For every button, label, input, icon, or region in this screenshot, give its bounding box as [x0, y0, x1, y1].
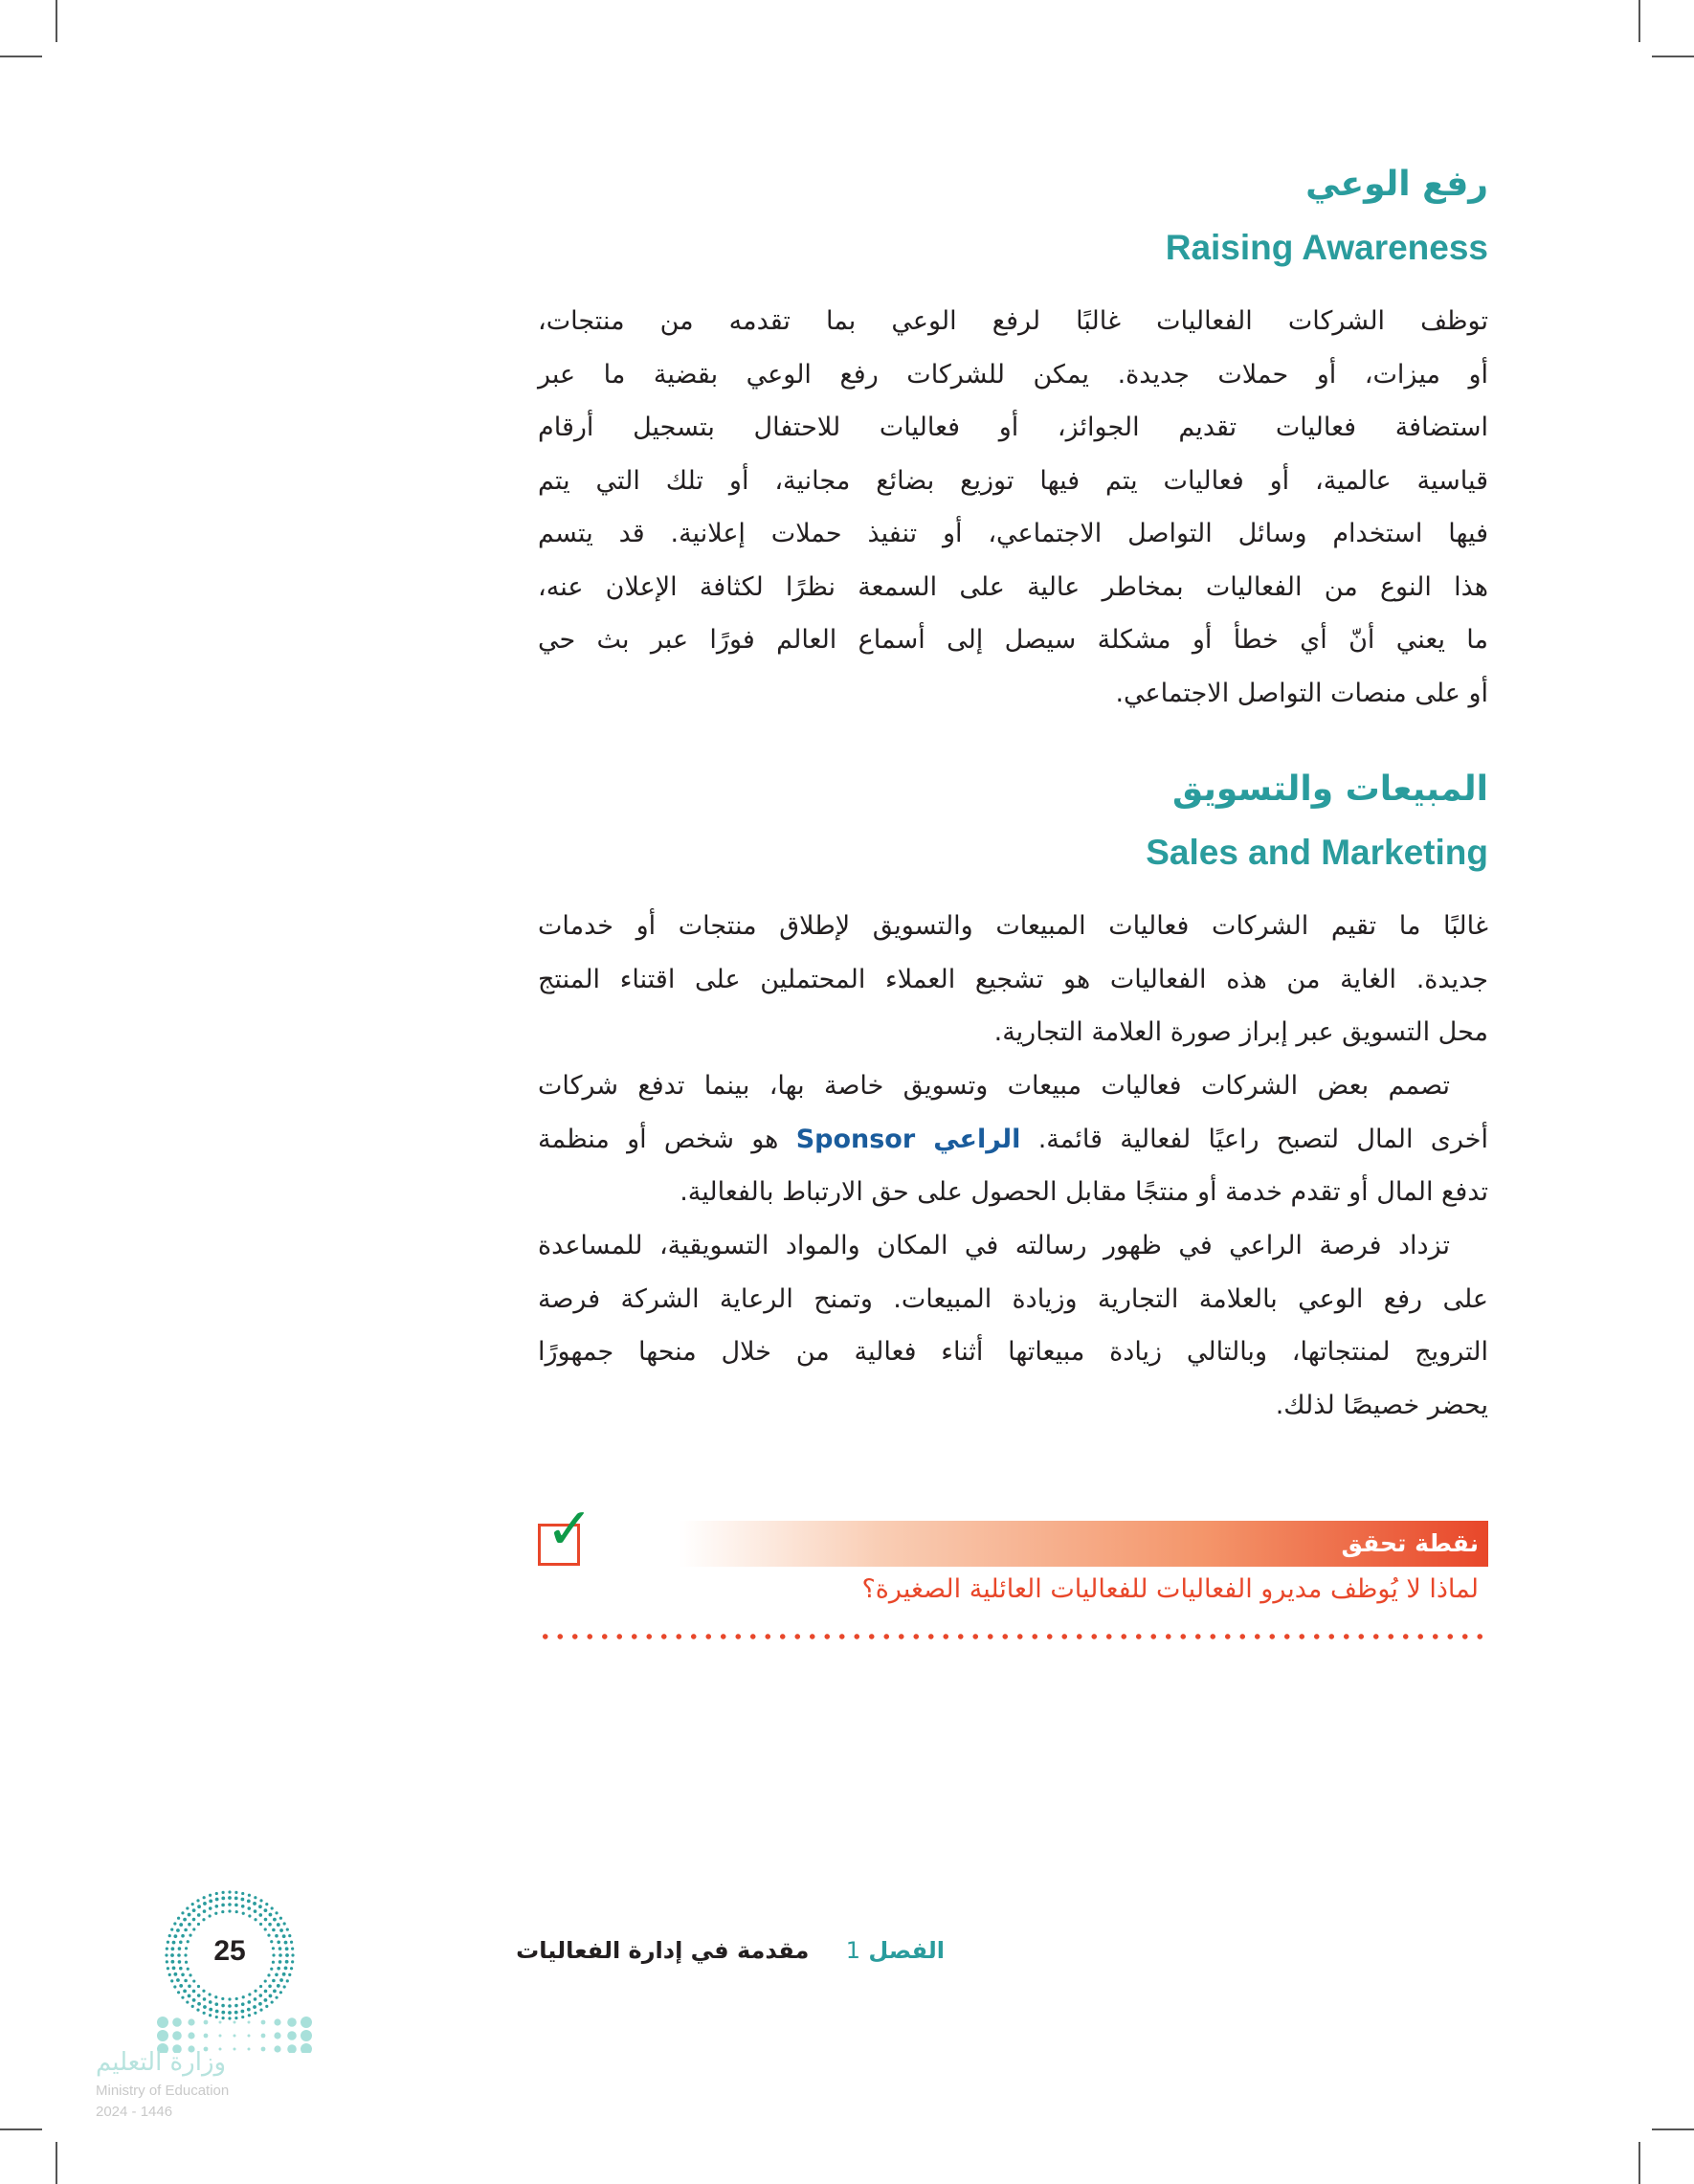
logo-dot — [274, 2045, 280, 2052]
logo-dot — [173, 1934, 177, 1938]
section-heading-arabic: المبيعات والتسويق — [1171, 769, 1488, 809]
logo-dot — [204, 2034, 209, 2039]
logo-dot — [222, 1891, 225, 1894]
logo-dot — [301, 2017, 312, 2028]
logo-dot — [254, 1990, 256, 1993]
logo-dot — [203, 1902, 207, 1905]
logo-dot — [254, 1918, 256, 1921]
text-line: على رفع الوعي بالعلامة التجارية وزيادة المبيعات. وتمنح الرعاية الشركة فرصة — [538, 1283, 1488, 1314]
logo-dot — [170, 1979, 173, 1982]
logo-dot — [191, 2005, 194, 2008]
logo-dot — [181, 1972, 185, 1976]
logo-dot — [228, 2011, 232, 2015]
logo-dot — [197, 1913, 201, 1917]
logo-dot — [179, 1984, 183, 1988]
logo-dot — [203, 2005, 207, 2009]
logo-dot — [183, 1918, 187, 1922]
logo-dot — [272, 1947, 275, 1950]
chapter-number: 1 — [845, 1937, 861, 1964]
logo-dot — [202, 1990, 205, 1993]
logo-dot — [188, 1984, 191, 1988]
logo-dot — [192, 1979, 195, 1982]
logo-dot — [274, 2032, 280, 2039]
logo-dot — [274, 2018, 280, 2025]
logo-dot — [242, 1912, 245, 1915]
logo-dot — [215, 2010, 219, 2014]
logo-dot — [234, 2021, 236, 2024]
logo-dot — [186, 1906, 189, 1909]
logo-dot — [170, 1960, 174, 1964]
logo-dot — [176, 1928, 180, 1932]
logo-dot — [221, 2004, 225, 2008]
logo-dot — [253, 2005, 256, 2009]
logo-dot — [228, 1903, 232, 1906]
logo-dot — [288, 1934, 291, 1937]
logo-dot — [277, 1940, 280, 1944]
logo-dot — [235, 1910, 238, 1913]
logo-dot — [258, 1905, 262, 1908]
logo-dot — [176, 1978, 180, 1982]
logo-dot — [191, 1903, 194, 1905]
logo-dot — [178, 1947, 182, 1950]
logo-dot — [290, 1967, 293, 1970]
logo-dot — [172, 2031, 182, 2040]
logo-dot — [287, 2031, 297, 2040]
logo-dot — [248, 1914, 251, 1917]
text-line: استضافة فعاليات تقديم الجوائز، أو فعاليات للاحتفال بتسجيل أرقام — [538, 412, 1488, 442]
logo-dot — [247, 2000, 251, 2004]
logo-dot — [222, 2017, 225, 2019]
text-line: محل التسويق عبر إبراز صورة العلامة التجارية. — [993, 1017, 1488, 1047]
text-segment: هو شخص أو منظمة — [538, 1124, 779, 1154]
logo-dot — [209, 2008, 212, 2012]
logo-dot — [285, 1960, 289, 1964]
logo-dot — [279, 1928, 283, 1932]
logo-dot — [254, 1909, 257, 1913]
logo-dot — [177, 1991, 180, 1994]
logo-dot — [268, 1984, 272, 1988]
logo-dot — [203, 1909, 207, 1913]
logo-dot — [221, 1910, 224, 1913]
logo-dot — [273, 1918, 277, 1922]
logo-dot — [181, 1911, 184, 1914]
logo-dot — [179, 1923, 183, 1927]
logo-dot — [192, 1928, 195, 1930]
logo-dot — [196, 2009, 199, 2012]
chapter-label: الفصل — [868, 1937, 945, 1964]
logo-dot — [279, 1953, 282, 1957]
logo-dot — [221, 2011, 225, 2015]
logo-dot — [301, 2043, 312, 2053]
logo-dot — [264, 1928, 267, 1930]
logo-dot — [242, 1995, 245, 1998]
logo-dot — [264, 1979, 267, 1982]
logo-dot — [241, 1892, 244, 1895]
text-line: غالبًا ما تقيم الشركات فعاليات المبيعات والتسويق لإطلاق منتجات أو خدمات — [538, 911, 1488, 941]
logo-dot — [279, 1978, 283, 1982]
logo-dot — [267, 1973, 270, 1976]
logo-dot — [214, 1912, 217, 1915]
logo-dot — [197, 2002, 201, 2006]
logo-dot — [265, 1903, 268, 1905]
logo-dot — [234, 2017, 237, 2019]
logo-dot — [179, 1940, 183, 1944]
logo-dot — [254, 1896, 256, 1899]
section-heading-arabic: رفع الوعي — [1305, 165, 1488, 204]
logo-dot — [253, 1902, 256, 1905]
logo-dot — [197, 1985, 200, 1988]
dotted-divider — [538, 1633, 1488, 1640]
crop-mark — [0, 2128, 42, 2130]
logo-dot — [177, 1953, 181, 1957]
logo-dot — [185, 1961, 188, 1964]
logo-dot — [167, 1967, 169, 1970]
logo-dot — [192, 1990, 196, 1994]
crop-mark — [56, 2142, 57, 2184]
logo-dot — [234, 2035, 236, 2038]
logo-dot — [228, 1909, 231, 1912]
logo-dot — [291, 1953, 294, 1956]
logo-dot — [166, 1960, 168, 1963]
logo-dot — [286, 1928, 289, 1931]
logo-dot — [277, 1984, 280, 1988]
sponsor-paragraph — [538, 1059, 1488, 1219]
logo-dot — [241, 2016, 244, 2018]
logo-dot — [258, 1994, 262, 1997]
crop-mark — [1652, 56, 1694, 57]
logo-dot — [188, 2032, 194, 2039]
crop-mark — [1652, 2128, 1694, 2130]
logo-dot — [261, 2020, 266, 2025]
logo-dot — [287, 2044, 297, 2053]
logo-dot — [287, 2017, 297, 2027]
checkpoint-label: نقطة تحقق — [1341, 1529, 1479, 1557]
logo-dot — [290, 1941, 293, 1944]
logo-dot — [247, 1899, 251, 1903]
logo-dot — [167, 1941, 169, 1944]
logo-dot — [219, 2035, 222, 2038]
chapter-title: مقدمة في إدارة الفعاليات — [516, 1937, 810, 1964]
logo-dot — [183, 1990, 187, 1994]
crop-mark — [56, 0, 57, 42]
logo-dot — [166, 1948, 168, 1950]
logo-dot — [157, 2030, 168, 2041]
logo-dot — [173, 1972, 177, 1976]
logo-dot — [209, 1899, 212, 1903]
logo-dot — [228, 2004, 232, 2008]
logo-dot — [165, 1953, 167, 1956]
text-line: جديدة. الغاية من هذه الفعاليات هو تشجيع العملاء المحتملين على اقتناء المنتج — [538, 964, 1488, 994]
logo-dot — [301, 2030, 312, 2041]
logo-dot — [279, 1991, 282, 1994]
logo-dot — [209, 2000, 212, 2004]
logo-dot — [240, 2010, 244, 2014]
logo-dot — [241, 1905, 245, 1908]
logo-dot — [248, 1894, 251, 1897]
logo-dot — [221, 1904, 225, 1907]
text-line: تزداد فرصة الراعي في ظهور رسالته في المكان والمواد التسويقية، للمساعدة — [538, 1231, 1450, 1260]
logo-dot — [241, 2002, 245, 2006]
logo-dot — [247, 1906, 251, 1910]
logo-dot — [283, 1985, 286, 1988]
logo-dot — [234, 1891, 237, 1894]
logo-dot — [269, 1995, 273, 1998]
logo-dot — [234, 1896, 238, 1900]
text-line: الترويج لمنتجاتها، وبالتالي زيادة مبيعاتها أثناء فعالية من خلال منحها جمهورًا — [538, 1337, 1488, 1367]
section-heading-english: Raising Awareness — [1165, 228, 1488, 267]
logo-dot — [209, 2014, 212, 2017]
logo-dot — [157, 2017, 168, 2028]
logo-dot — [181, 1996, 184, 1999]
logo-dot — [284, 1941, 288, 1945]
logo-dot — [279, 1960, 282, 1964]
logo-dot — [189, 1973, 191, 1976]
logo-dot — [192, 1918, 196, 1922]
logo-dot — [203, 1997, 207, 2001]
logo-dot — [192, 1908, 196, 1912]
logo-dot — [258, 2002, 262, 2006]
logo-dot — [248, 2048, 251, 2051]
logo-dot — [248, 2014, 251, 2017]
logo-dot — [173, 1985, 176, 1988]
logo-dot — [268, 1923, 272, 1927]
logo-dot — [184, 1953, 187, 1956]
logo-dot — [188, 1923, 191, 1927]
logo-dot — [181, 1934, 185, 1938]
logo-dot — [234, 2004, 238, 2008]
logo-dot — [277, 1967, 280, 1971]
logo-dot — [186, 2000, 189, 2003]
checkmark-icon: ✓ — [546, 1496, 594, 1563]
logo-dot — [170, 1953, 174, 1957]
logo-dot — [259, 1899, 262, 1902]
logo-dot — [240, 1898, 244, 1902]
logo-dot — [221, 1997, 224, 2000]
logo-dot — [254, 1997, 257, 2001]
logo-dot — [202, 1918, 205, 1921]
logo-dot — [285, 1953, 289, 1957]
page-number: 25 — [213, 1935, 246, 1967]
logo-dot — [209, 1894, 212, 1897]
logo-dot — [275, 1972, 279, 1976]
logo-dot — [178, 1960, 182, 1964]
logo-dot — [214, 2002, 218, 2006]
logo-dot — [275, 1996, 278, 1999]
logo-dot — [235, 1997, 238, 2000]
logo-dot — [234, 2011, 238, 2015]
logo-dot — [291, 1948, 294, 1950]
logo-dot — [192, 1998, 196, 2002]
logo-dot — [219, 2021, 222, 2024]
logo-dot — [209, 1993, 212, 1995]
running-footer — [516, 1937, 945, 1964]
logo-dot — [279, 1947, 282, 1950]
logo-dot — [215, 1892, 218, 1895]
logo-dot — [264, 1918, 268, 1922]
logo-dot — [188, 1913, 191, 1917]
logo-dot — [272, 1953, 275, 1956]
logo-dot — [172, 1941, 176, 1945]
text-line: توظف الشركات الفعاليات غالبًا لرفع الوعي بما تقدمه من منتجات، — [538, 306, 1488, 336]
logo-dot — [264, 1908, 268, 1912]
text-line: أو على منصات التواصل الاجتماعي. — [1115, 678, 1488, 708]
logo-dot — [196, 1899, 199, 1902]
text-line — [538, 1113, 1488, 1167]
logo-dot — [204, 2020, 209, 2025]
logo-dot — [203, 1896, 206, 1899]
logo-dot — [261, 2034, 266, 2039]
logo-dot — [272, 1979, 276, 1983]
logo-dot — [179, 1967, 183, 1971]
logo-dot — [172, 1966, 176, 1970]
logo-dot — [270, 1968, 273, 1971]
logo-dot — [272, 1961, 275, 1964]
logo-dot — [264, 1990, 268, 1994]
logo-dot — [187, 1968, 189, 1971]
logo-dot — [273, 1990, 277, 1994]
logo-dot — [279, 1917, 282, 1920]
logo-dot — [214, 1905, 218, 1908]
logo-dot — [185, 1947, 188, 1950]
logo-dot — [285, 1947, 289, 1950]
logo-dot — [275, 1911, 278, 1914]
crop-mark — [1638, 0, 1640, 42]
logo-dot — [291, 1960, 294, 1963]
logo-dot — [254, 2012, 256, 2015]
text-line: قياسية عالمية، أو فعاليات يتم فيها توزيع بضائع مجانية، أو تلك التي يتم — [538, 465, 1488, 496]
ministry-year: 2024 - 1446 — [96, 2104, 173, 2120]
logo-dot — [282, 1972, 286, 1976]
ministry-name-arabic: وزارة التعليم — [96, 2048, 227, 2077]
logo-dot — [269, 1913, 273, 1917]
logo-dot — [259, 2009, 262, 2012]
logo-dot — [265, 2005, 268, 2008]
logo-dot — [259, 1923, 262, 1926]
logo-dot — [214, 1995, 217, 1998]
logo-dot — [284, 1966, 288, 1970]
text-line: أو ميزات، أو حملات جديدة. يمكن للشركات رفع الوعي بقضية ما عبر — [538, 359, 1488, 390]
logo-dot — [197, 1994, 201, 1997]
logo-dot — [271, 1906, 274, 1909]
crop-mark — [1638, 2142, 1640, 2184]
logo-dot — [197, 1923, 200, 1926]
text-segment: أخرى المال لتصبح راعيًا لفعالية قائمة. — [1037, 1124, 1488, 1154]
logo-dot — [215, 2016, 218, 2018]
logo-dot — [177, 1917, 180, 1920]
text-line: هذا النوع من الفعاليات بمخاطر عالية على السمعة نظرًا لكثافة الإعلان عنه، — [538, 571, 1488, 602]
text-line: تدفع المال أو تقدم خدمة أو منتجًا مقابل الحصول على حق الارتباط بالفعالية. — [680, 1177, 1488, 1207]
logo-dot — [203, 2012, 206, 2015]
logo-dot — [247, 2008, 251, 2012]
logo-dot — [275, 1934, 279, 1938]
logo-dot — [170, 1947, 174, 1950]
logo-dot — [228, 2017, 231, 2019]
sponsor-benefits-paragraph — [538, 1219, 1488, 1432]
sponsor-keyword: الراعي Sponsor — [795, 1124, 1021, 1154]
ministry-name-english: Ministry of Education — [96, 2083, 230, 2099]
logo-dot — [283, 1922, 286, 1925]
logo-dot — [168, 1934, 171, 1937]
logo-dot — [270, 1940, 273, 1943]
text-line: تصمم بعض الشركات فعاليات مبيعات وتسويق خاصة بها، بينما تدفع شركات — [538, 1071, 1450, 1101]
text-line: يحضر خصيصًا لذلك. — [1275, 1390, 1488, 1420]
section-heading-english: Sales and Marketing — [1146, 833, 1488, 872]
sales-marketing-paragraph — [538, 900, 1488, 1059]
logo-dot — [259, 1985, 262, 1988]
crop-mark — [0, 56, 42, 57]
logo-dot — [209, 1914, 212, 1917]
logo-dot — [228, 1890, 231, 1893]
logo-dot — [261, 2047, 266, 2052]
logo-dot — [221, 1896, 225, 1900]
logo-dot — [248, 1993, 251, 1995]
logo-dot — [184, 1979, 188, 1983]
text-line: ما يعني أنّ أي خطأ أو مشكلة سيصل إلى أسماع العالم فورًا عبر بث حي — [538, 625, 1488, 655]
logo-dot — [184, 1928, 188, 1932]
logo-dot — [188, 1995, 191, 1998]
logo-dot — [271, 2000, 274, 2003]
logo-dot — [277, 1923, 280, 1927]
logo-dot — [188, 2018, 194, 2025]
logo-dot — [286, 1979, 289, 1982]
text-line: فيها استخدام وسائل التواصل الاجتماعي، أو تنفيذ حملات إعلانية. قد يتسم — [538, 519, 1488, 548]
logo-dot — [172, 2017, 182, 2027]
logo-dot — [228, 1997, 231, 2000]
logo-dot — [209, 1906, 212, 1910]
logo-dot — [288, 1973, 291, 1976]
logo-dot — [248, 2021, 251, 2024]
logo-dot — [234, 2048, 236, 2051]
logo-dot — [187, 1940, 189, 1943]
logo-dot — [234, 1904, 238, 1907]
logo-dot — [170, 1928, 173, 1931]
raising-awareness-paragraph — [538, 295, 1488, 720]
logo-dot — [197, 1905, 201, 1908]
checkpoint-question: لماذا لا يُوظف مديرو الفعاليات للفعاليات العائلية الصغيرة؟ — [861, 1574, 1479, 1604]
logo-dot — [173, 1922, 176, 1925]
logo-dot — [264, 1998, 268, 2002]
logo-dot — [248, 2035, 251, 2038]
logo-dot — [228, 1896, 232, 1900]
logo-dot — [272, 1928, 276, 1932]
logo-dot — [168, 1973, 171, 1976]
logo-dot — [282, 1934, 286, 1938]
logo-dot — [215, 1898, 219, 1902]
logo-dot — [258, 1913, 262, 1917]
